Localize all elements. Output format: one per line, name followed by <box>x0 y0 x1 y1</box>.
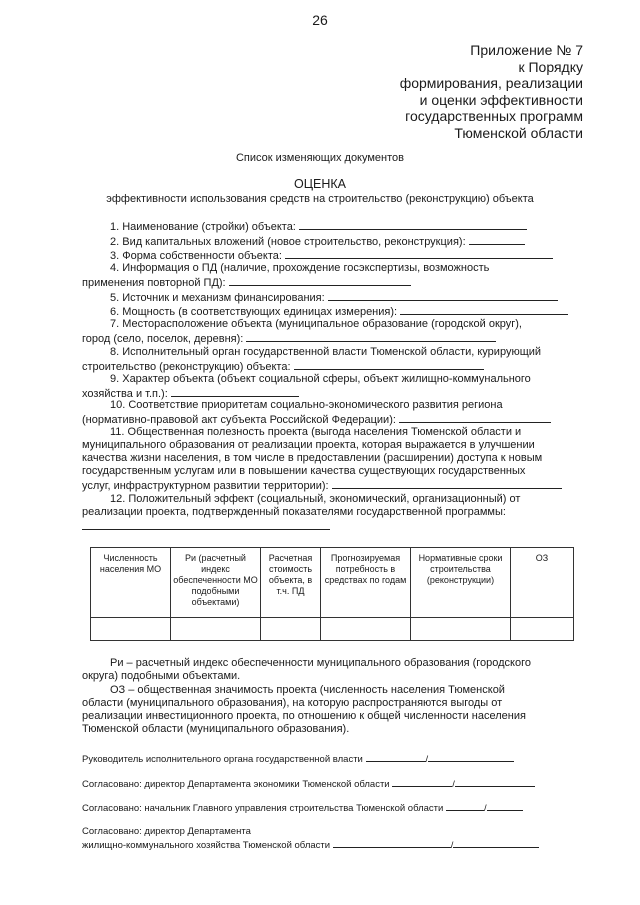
signature-slash: / <box>450 840 454 851</box>
item-6 <box>82 304 582 317</box>
note-oz-line-1: ОЗ – общественная значимость проекта (численность населения Тюменской <box>110 684 505 696</box>
item-9 <box>82 373 582 399</box>
item-1 <box>82 219 582 232</box>
table-cell[interactable] <box>411 618 511 641</box>
signature-head-label: Руководитель исполнительного органа государственной власти <box>82 754 363 765</box>
item-5-label: 5. Источник и механизм финансирования: <box>110 292 325 304</box>
signature-economy-label: Согласовано: директор Департамента экономики Тюменской области <box>82 779 390 790</box>
item-10-line-1: 10. Соответствие приоритетам социально-экономического развития региона <box>110 399 503 411</box>
signature-slash: / <box>452 779 455 790</box>
signature-slash: / <box>483 803 487 814</box>
item-10-label: (нормативно-правовой акт субъекта Российской Федерации): <box>82 414 396 426</box>
signature-head-name-blank[interactable] <box>428 751 514 762</box>
item-11-line-4: государственным услугам или в повышении качества существующих государственных <box>82 465 526 477</box>
page-number: 26 <box>312 12 328 28</box>
signature-slash: / <box>425 754 429 765</box>
note-oz-line-2: области (муниципального образования), на которую распространяются выгоды от <box>82 697 503 709</box>
item-11 <box>82 426 582 491</box>
table-cell[interactable] <box>511 618 574 641</box>
item-6-blank[interactable] <box>400 304 568 315</box>
column-header-ri-index: Ри (расчетный индекс обеспеченности МО подобными объектами) <box>171 548 261 618</box>
table-cell[interactable] <box>171 618 261 641</box>
column-header-population: Численность населения МО <box>91 548 171 618</box>
evaluation-table <box>90 547 574 641</box>
signature-housing-label-2: жилищно-коммунального хозяйства Тюменской области <box>82 840 331 851</box>
note-ri-line-2: округа) подобными объектами. <box>82 670 241 682</box>
signature-economy-name-blank[interactable] <box>455 776 535 787</box>
table-cell[interactable] <box>321 618 411 641</box>
signature-head <box>82 751 514 765</box>
changelist-label: Список изменяющих документов <box>235 152 405 164</box>
signature-construction-label: Согласовано: начальник Главного управления строительства Тюменской области <box>82 803 444 814</box>
table-cell[interactable] <box>261 618 321 641</box>
item-8 <box>82 346 582 372</box>
item-11-line-2: муниципального образования от реализации проекта, которая выражается в улучшении <box>82 439 535 451</box>
note-oz-line-4: Тюменской области (муниципального образования). <box>82 723 350 735</box>
item-9-blank[interactable] <box>171 386 299 397</box>
item-3-label: 3. Форма собственности объекта: <box>110 250 282 262</box>
appendix-line: Тюменской области <box>454 124 583 141</box>
note-oz <box>82 684 582 736</box>
column-header-estimated-cost: Расчетная стоимость объекта, в т.ч. ПД <box>261 548 321 618</box>
table-header-row <box>91 548 574 618</box>
item-2-label: 2. Вид капитальных вложений (новое строительство, реконструкция): <box>110 236 466 248</box>
table-row <box>91 618 574 641</box>
signature-economy-sign-blank[interactable] <box>392 776 452 787</box>
item-4-blank[interactable] <box>229 275 411 286</box>
item-12-line-2: реализации проекта, подтвержденный показателями государственной программы: <box>82 506 506 518</box>
appendix-line: Приложение № 7 <box>470 42 583 58</box>
signature-housing-label-1: Согласовано: директор Департамента <box>82 826 251 837</box>
document-title: ОЦЕНКА <box>294 177 346 191</box>
signature-economy <box>82 776 535 790</box>
item-7-blank[interactable] <box>246 331 496 342</box>
item-2 <box>82 234 582 247</box>
signature-head-sign-blank[interactable] <box>366 751 426 762</box>
item-1-label: 1. Наименование (стройки) объекта: <box>110 221 296 233</box>
item-11-line-3: качества жизни населения, в том числе в предоставлении (расширении) доступа к новым <box>82 452 543 464</box>
column-header-forecast-need: Прогнозируемая потребность в средствах по годам <box>321 548 411 618</box>
item-7-line-1: 7. Месторасположение объекта (муниципальное образование (городской округ), <box>110 318 522 330</box>
signature-housing-name-blank[interactable] <box>453 837 539 848</box>
signature-construction-name-blank[interactable] <box>487 800 523 811</box>
item-4-line-1: 4. Информация о ПД (наличие, прохождение госэкспертизы, возможность <box>110 262 490 274</box>
item-4 <box>82 262 582 288</box>
item-10-blank[interactable] <box>399 412 551 423</box>
item-12-blank[interactable] <box>82 519 330 530</box>
item-8-label: строительство (реконструкцию) объекта: <box>82 361 291 373</box>
appendix-line: к Порядку <box>518 58 583 75</box>
signature-housing <box>82 826 539 851</box>
table-cell[interactable] <box>91 618 171 641</box>
signature-housing-sign-blank[interactable] <box>333 837 451 848</box>
note-ri <box>82 657 582 683</box>
item-12-line-1: 12. Положительный эффект (социальный, экономический, организационный) от <box>110 493 521 505</box>
column-header-oz: ОЗ <box>511 548 574 618</box>
appendix-line: государственных программ <box>405 108 583 124</box>
item-11-line-1: 11. Общественная полезность проекта (выгода населения Тюменской области и <box>110 426 522 438</box>
document-subtitle: эффективности использования средств на строительство (реконструкцию) объекта <box>106 193 534 205</box>
note-oz-line-3: реализации инвестиционного проекта, по отношению к общей численности населения <box>82 710 526 722</box>
signature-construction-sign-blank[interactable] <box>446 800 484 811</box>
signature-construction <box>82 800 523 814</box>
item-10 <box>82 399 582 425</box>
item-1-blank[interactable] <box>299 219 527 230</box>
item-9-label: хозяйства и т.п.): <box>82 388 168 400</box>
column-header-construction-terms: Нормативные сроки строительства (реконструкции) <box>411 548 511 618</box>
item-2-blank[interactable] <box>469 234 525 245</box>
note-ri-line-1: Ри – расчетный индекс обеспеченности муниципального образования (городского <box>110 657 532 669</box>
item-7-label: город (село, поселок, деревня): <box>82 333 244 345</box>
item-3 <box>82 248 582 261</box>
item-11-blank[interactable] <box>332 478 562 489</box>
appendix-line: формирования, реализации <box>399 75 583 91</box>
item-11-label: услуг, инфраструктурном развитии территории): <box>82 480 329 492</box>
appendix-header <box>400 42 583 141</box>
item-8-blank[interactable] <box>294 359 484 370</box>
appendix-line: и оценки эффективности <box>419 91 583 108</box>
item-4-label: применения повторной ПД): <box>82 277 226 289</box>
item-5 <box>82 290 582 303</box>
item-12 <box>82 493 582 532</box>
item-5-blank[interactable] <box>328 290 558 301</box>
item-6-label: 6. Мощность (в соответствующих единицах измерения): <box>110 306 398 318</box>
item-9-line-1: 9. Характер объекта (объект социальной сферы, объект жилищно-коммунального <box>110 373 531 385</box>
item-8-line-1: 8. Исполнительный орган государственной власти Тюменской области, курирующий <box>110 346 542 358</box>
item-7 <box>82 318 582 344</box>
item-3-blank[interactable] <box>285 248 553 259</box>
